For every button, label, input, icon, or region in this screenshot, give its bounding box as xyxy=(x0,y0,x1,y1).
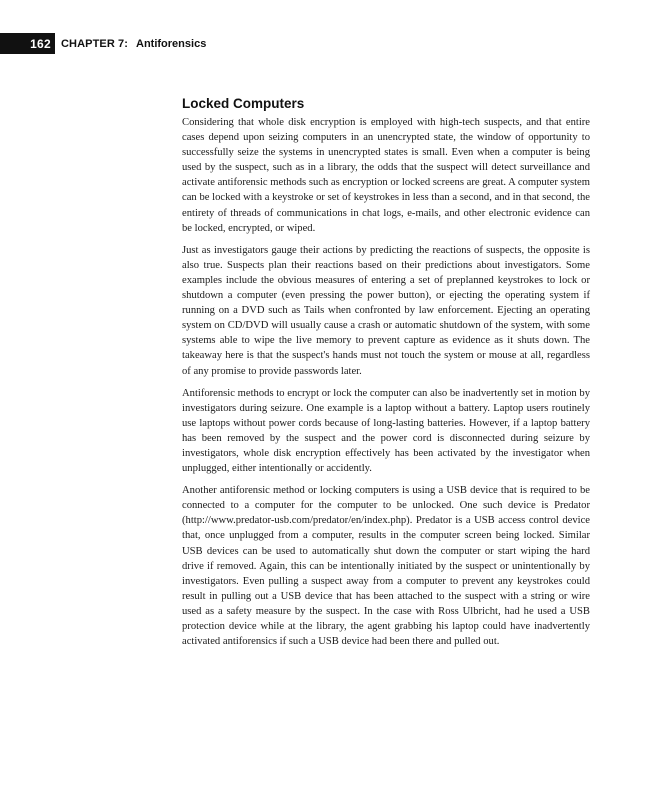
section-heading: Locked Computers xyxy=(182,96,305,111)
paragraph: Just as investigators gauge their actions by predicting the reactions of suspects, the opposite is also true. Suspects plan their reactions based on their predictions about investigators. Some examples include the obvious measures of entering a set of preplanned keystrokes to lock or shutdown a computer (even pressing the power button), or ejecting the operating system if running on a DVD such as Tails when confronted by law enforcement. Ejecting an operating system on CD/DVD will usually cause a crash or automatic shutdown of the system, with some systems able to wipe the live memory to prevent capture as evidence as it shuts down. The takeaway here is that the suspect's hands must not touch the system or mouse at all, regardless of any promise to provide passwords later. xyxy=(182,244,590,377)
paragraph: Antiforensic methods to encrypt or lock the computer can also be inadvertently set in motion by investigators during seizure. One example is a laptop without a battery. Laptop users routinely use laptops without power cords because of long-lasting batteries. However, if a laptop battery has been removed by the suspect and the power cord is disconnected during seizure by investigators, whole disk encryption effectively has been activated by the investigator when unplugged, either intentionally or accidently. xyxy=(182,387,590,475)
chapter-label: CHAPTER 7: xyxy=(61,37,129,50)
main-content xyxy=(182,95,590,656)
chapter-title: Antiforensics xyxy=(136,37,207,50)
page-number: 162 xyxy=(0,33,55,54)
running-head xyxy=(0,33,206,54)
paragraph: Another antiforensic method or locking computers is using a USB device that is required to be connected to a computer for the computer to be unlocked. One such device is Predator (http://www.predator-usb.com/predator/en/index.php). Predator is a USB access control device that, once unplugged from a computer, results in the computer screen being locked. Similar USB devices can be used to automatically shut down the computer or start wiping the hard drive if removed. Again, this can be intentionally initiated by the suspect or unintentionally by investigators. Even pulling a suspect away from a computer to prevent any keystrokes could result in pulling out a USB device that has been attached to the suspect with a string or wire used as a safety measure by the suspect. In the case with Ross Ulbricht, had he used a USB protection device while at the library, the agent grabbing his laptop could have inadvertently activated antiforensics if such a USB device had been there and pulled out. xyxy=(182,485,590,648)
paragraph: Considering that whole disk encryption is employed with high-tech suspects, and that entire cases depend upon seizing computers in an unencrypted state, the window of opportunity to successfully seize the systems in unencrypted states is small. Even when a computer is being used by the suspect, such as in a library, the odds that the suspect will detect surveillance and activate antiforensic methods such as encryption or locked screens are great. A computer system can be locked with a keystroke or set of keystrokes in less than a second, and in that second, the entirety of threads of communications in chat logs, e-mails, and other electronic evidence can be locked, encrypted, or wiped. xyxy=(182,117,590,234)
